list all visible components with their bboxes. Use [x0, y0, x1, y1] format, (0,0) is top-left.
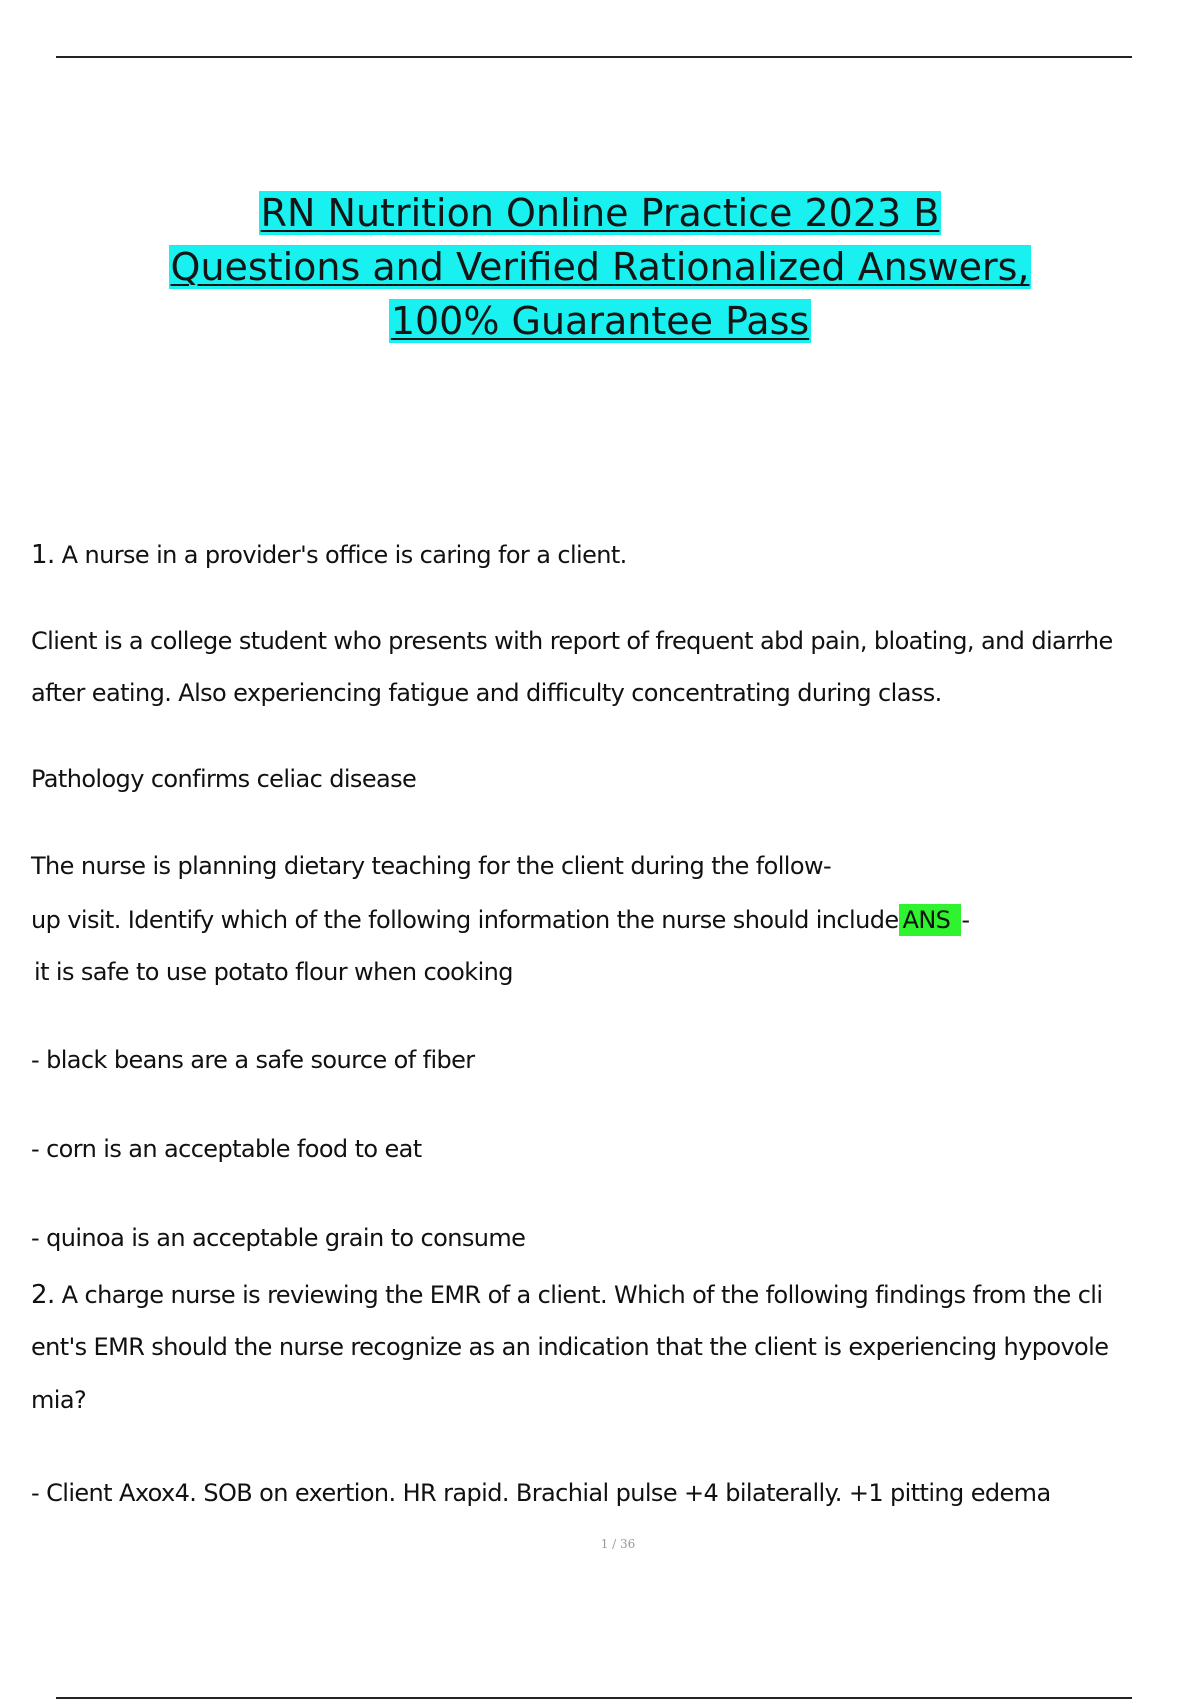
question-2-stem-line-2: ent's EMR should the nurse recognize as an indication that the client is experiencing hypovole — [31, 1333, 1109, 1361]
title-line-1: RN Nutrition Online Practice 2023 B — [260, 191, 940, 235]
question-1-prompt-line-2 — [31, 906, 969, 934]
answer-item: - quinoa is an acceptable grain to consume — [31, 1224, 526, 1252]
answer-item: it is safe to use potato flour when cooking — [34, 958, 513, 986]
page-number: 1 / 36 — [600, 1537, 636, 1551]
question-1-scenario-line-2: after eating. Also experiencing fatigue and difficulty concentrating during class. — [31, 679, 942, 707]
answer-item: - black beans are a safe source of fiber — [31, 1046, 475, 1074]
bottom-rule — [56, 1697, 1132, 1699]
question-text: A charge nurse is reviewing the EMR of a client. Which of the following findings from the cli — [61, 1281, 1103, 1309]
question-1-scenario-line-1: Client is a college student who presents with report of frequent abd pain, bloating, and diarrhe — [31, 627, 1113, 655]
question-number: 2. — [31, 1280, 55, 1310]
answer-item: - corn is an acceptable food to eat — [31, 1135, 422, 1163]
prompt-text: up visit. Identify which of the following information the nurse should include — [31, 906, 899, 934]
question-text: A nurse in a provider's office is caring for a client. — [61, 541, 627, 569]
question-1-stem — [31, 540, 627, 570]
answer-badge: ANS — [899, 904, 962, 936]
question-2-stem-line-3: mia? — [31, 1386, 87, 1414]
top-rule — [56, 56, 1132, 58]
question-1-pathology: Pathology confirms celiac disease — [31, 765, 417, 793]
title-line-2: Questions and Verified Rationalized Answers, — [170, 245, 1030, 289]
question-2-option: - Client Axox4. SOB on exertion. HR rapid. Brachial pulse +4 bilaterally. +1 pitting edema — [31, 1479, 1051, 1507]
question-number: 1. — [31, 540, 55, 570]
question-2-stem-line-1 — [31, 1280, 1102, 1310]
question-1-prompt-line-1: The nurse is planning dietary teaching for the client during the follow- — [31, 852, 832, 880]
answer-dash: - — [961, 906, 970, 934]
title-line-3: 100% Guarantee Pass — [390, 299, 810, 343]
document-title — [0, 186, 1200, 348]
